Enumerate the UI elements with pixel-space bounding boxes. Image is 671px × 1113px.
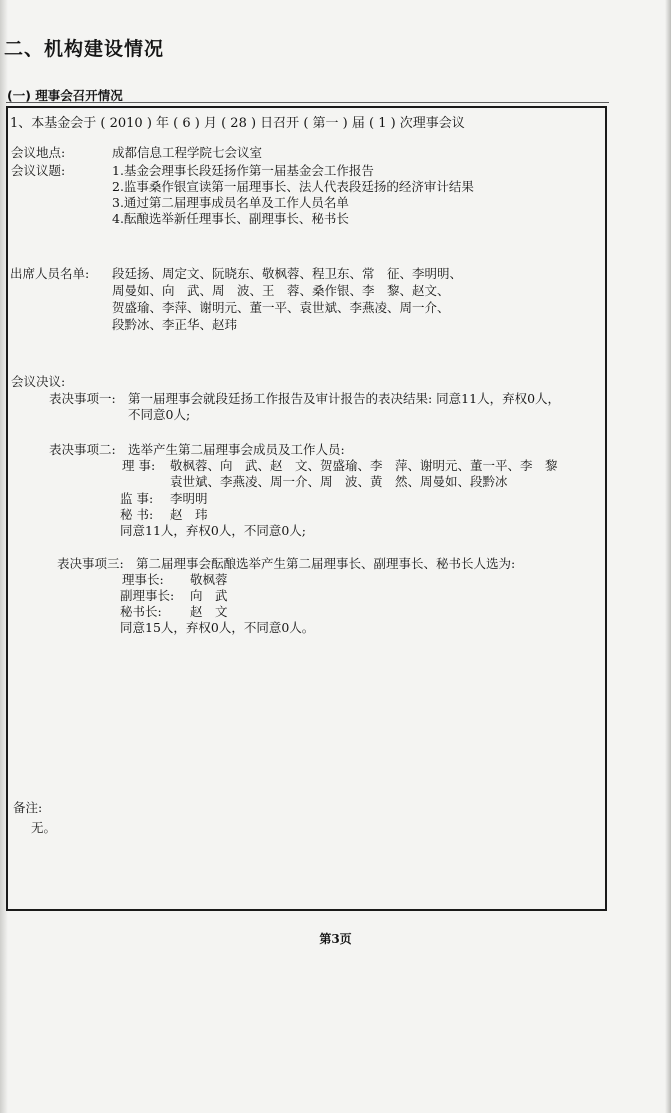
- agenda-label: 会议议题:: [11, 163, 66, 178]
- secretary-general-label: 秘书长:: [120, 604, 162, 619]
- attendees-line: 段廷扬、周定文、阮晓东、敬枫蓉、程卫东、常 征、李明明、: [112, 266, 463, 281]
- section-title: 二、机构建设情况: [4, 38, 165, 60]
- location-label: 会议地点:: [11, 145, 66, 160]
- supervisor-value: 李明明: [170, 491, 208, 506]
- meeting-header: 1、本基金会于 ( 2010 ) 年 ( 6 ) 月 ( 28 ) 日召开 ( 第一 ) 届 ( 1 ) 次理事会议: [10, 116, 465, 131]
- directors-label: 理 事:: [122, 458, 156, 473]
- vote-item-2-result: 同意11人，弃权0人，不同意0人;: [120, 523, 307, 538]
- vote-item-2-label: 表决事项二:: [49, 442, 116, 457]
- vote-item-1-text: 不同意0人;: [128, 407, 191, 422]
- chair-label: 理事长:: [122, 572, 164, 587]
- attendees-line: 贺盛瑜、李萍、谢明元、董一平、袁世斌、李燕凌、周一介、: [112, 300, 450, 315]
- vice-chair-label: 副理事长:: [120, 588, 175, 603]
- vote-item-2-title: 选举产生第二届理事会成员及工作人员:: [128, 442, 345, 457]
- remarks-value: 无。: [31, 820, 57, 835]
- remarks-label: 备注:: [13, 800, 43, 815]
- attendees-line: 周曼如、向 武、周 波、王 蓉、桑作银、李 黎、赵文、: [112, 283, 450, 298]
- agenda-item: 3.通过第二届理事成员名单及工作人员名单: [112, 195, 349, 210]
- directors-line: 袁世斌、李燕凌、周一介、周 波、黄 然、周曼如、段黔冰: [170, 474, 508, 489]
- directors-line: 敬枫蓉、向 武、赵 文、贺盛瑜、李 萍、谢明元、董一平、李 黎: [170, 458, 558, 473]
- vote-item-1-label: 表决事项一:: [49, 391, 116, 406]
- vote-item-3-title: 第二届理事会酝酿选举产生第二届理事长、副理事长、秘书长人选为:: [136, 556, 516, 571]
- secretary-label: 秘 书:: [120, 507, 154, 522]
- location-value: 成都信息工程学院七会议室: [112, 145, 263, 160]
- attendees-line: 段黔冰、李正华、赵玮: [112, 317, 238, 332]
- vote-item-1-text: 第一届理事会就段廷扬工作报告及审计报告的表决结果: 同意11人，弃权0人，: [128, 391, 561, 406]
- agenda-item: 4.酝酿选举新任理事长、副理事长、秘书长: [112, 211, 349, 226]
- agenda-item: 2.监事桑作银宣读第一届理事长、法人代表段廷扬的经济审计结果: [112, 179, 474, 194]
- secretary-value: 赵 玮: [170, 507, 208, 522]
- vote-item-3-label: 表决事项三:: [57, 556, 124, 571]
- subsection-title: (一) 理事会召开情况: [7, 88, 123, 103]
- page-number: 第3页: [319, 932, 352, 946]
- vice-chair-value: 向 武: [190, 588, 228, 603]
- attendees-label: 出席人员名单:: [10, 266, 90, 281]
- agenda-item: 1.基金会理事长段廷扬作第一届基金会工作报告: [112, 163, 374, 178]
- secretary-general-value: 赵 文: [190, 604, 228, 619]
- chair-value: 敬枫蓉: [190, 572, 228, 587]
- vote-item-3-result: 同意15人，弃权0人，不同意0人。: [120, 620, 315, 635]
- resolutions-label: 会议决议:: [11, 374, 66, 389]
- supervisor-label: 监 事:: [120, 491, 154, 506]
